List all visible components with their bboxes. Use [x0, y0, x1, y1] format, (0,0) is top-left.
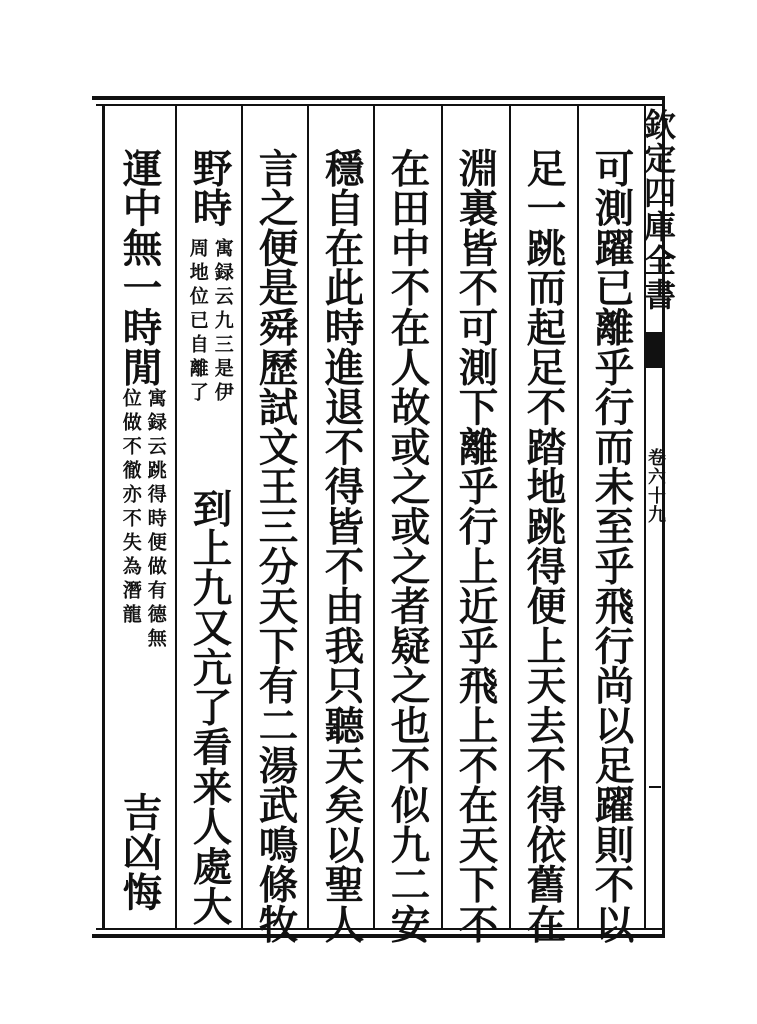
text-column-7-top: 野時 [186, 148, 233, 228]
text-column-3: 淵裏皆不可測下離乎行上近乎飛上不在天下不 [452, 148, 499, 944]
commentary-7-left: 周地位已自離了 [186, 238, 209, 406]
bottom-border-inner [96, 928, 664, 930]
left-border [102, 104, 105, 930]
column-divider [307, 106, 309, 928]
margin-juan-number: 卷六十九 [645, 448, 666, 524]
text-column-5: 穩自在此時進退不得皆不由我只聽天矣以聖人 [318, 148, 365, 944]
margin-tick [649, 786, 661, 788]
margin-book-title: 欽定四庫全書 [639, 108, 677, 312]
column-divider [441, 106, 443, 928]
column-divider [373, 106, 375, 928]
text-column-4: 在田中不在人故或之或之者疑之也不似九二安 [384, 148, 431, 944]
column-divider [241, 106, 243, 928]
fish-tail-mark [646, 332, 663, 368]
text-column-8-top: 運中無一時閒 [116, 148, 163, 387]
top-border-outer [92, 96, 664, 100]
text-column-8-bottom: 吉凶悔 [116, 792, 163, 912]
text-column-1: 可測躍已離乎行而未至乎飛行尚以足躍則不以 [588, 148, 635, 944]
column-divider [175, 106, 177, 928]
bottom-border-outer [92, 934, 664, 938]
commentary-7-right: 寓録云九三是伊 [211, 238, 234, 406]
text-column-7-bottom: 到上九又亢了看来人處大 [186, 488, 233, 926]
column-divider [509, 106, 511, 928]
column-divider [577, 106, 579, 928]
text-column-6: 言之便是舜歷試文王三分天下有二湯武鳴條牧 [252, 148, 299, 944]
commentary-8-left: 位做不徹亦不失為潛龍 [119, 388, 142, 628]
commentary-8-right: 寓録云跳得時便做有德無 [144, 388, 167, 652]
text-column-2: 足一跳而起足不踏地跳得便上天去不得依舊在 [520, 148, 567, 944]
